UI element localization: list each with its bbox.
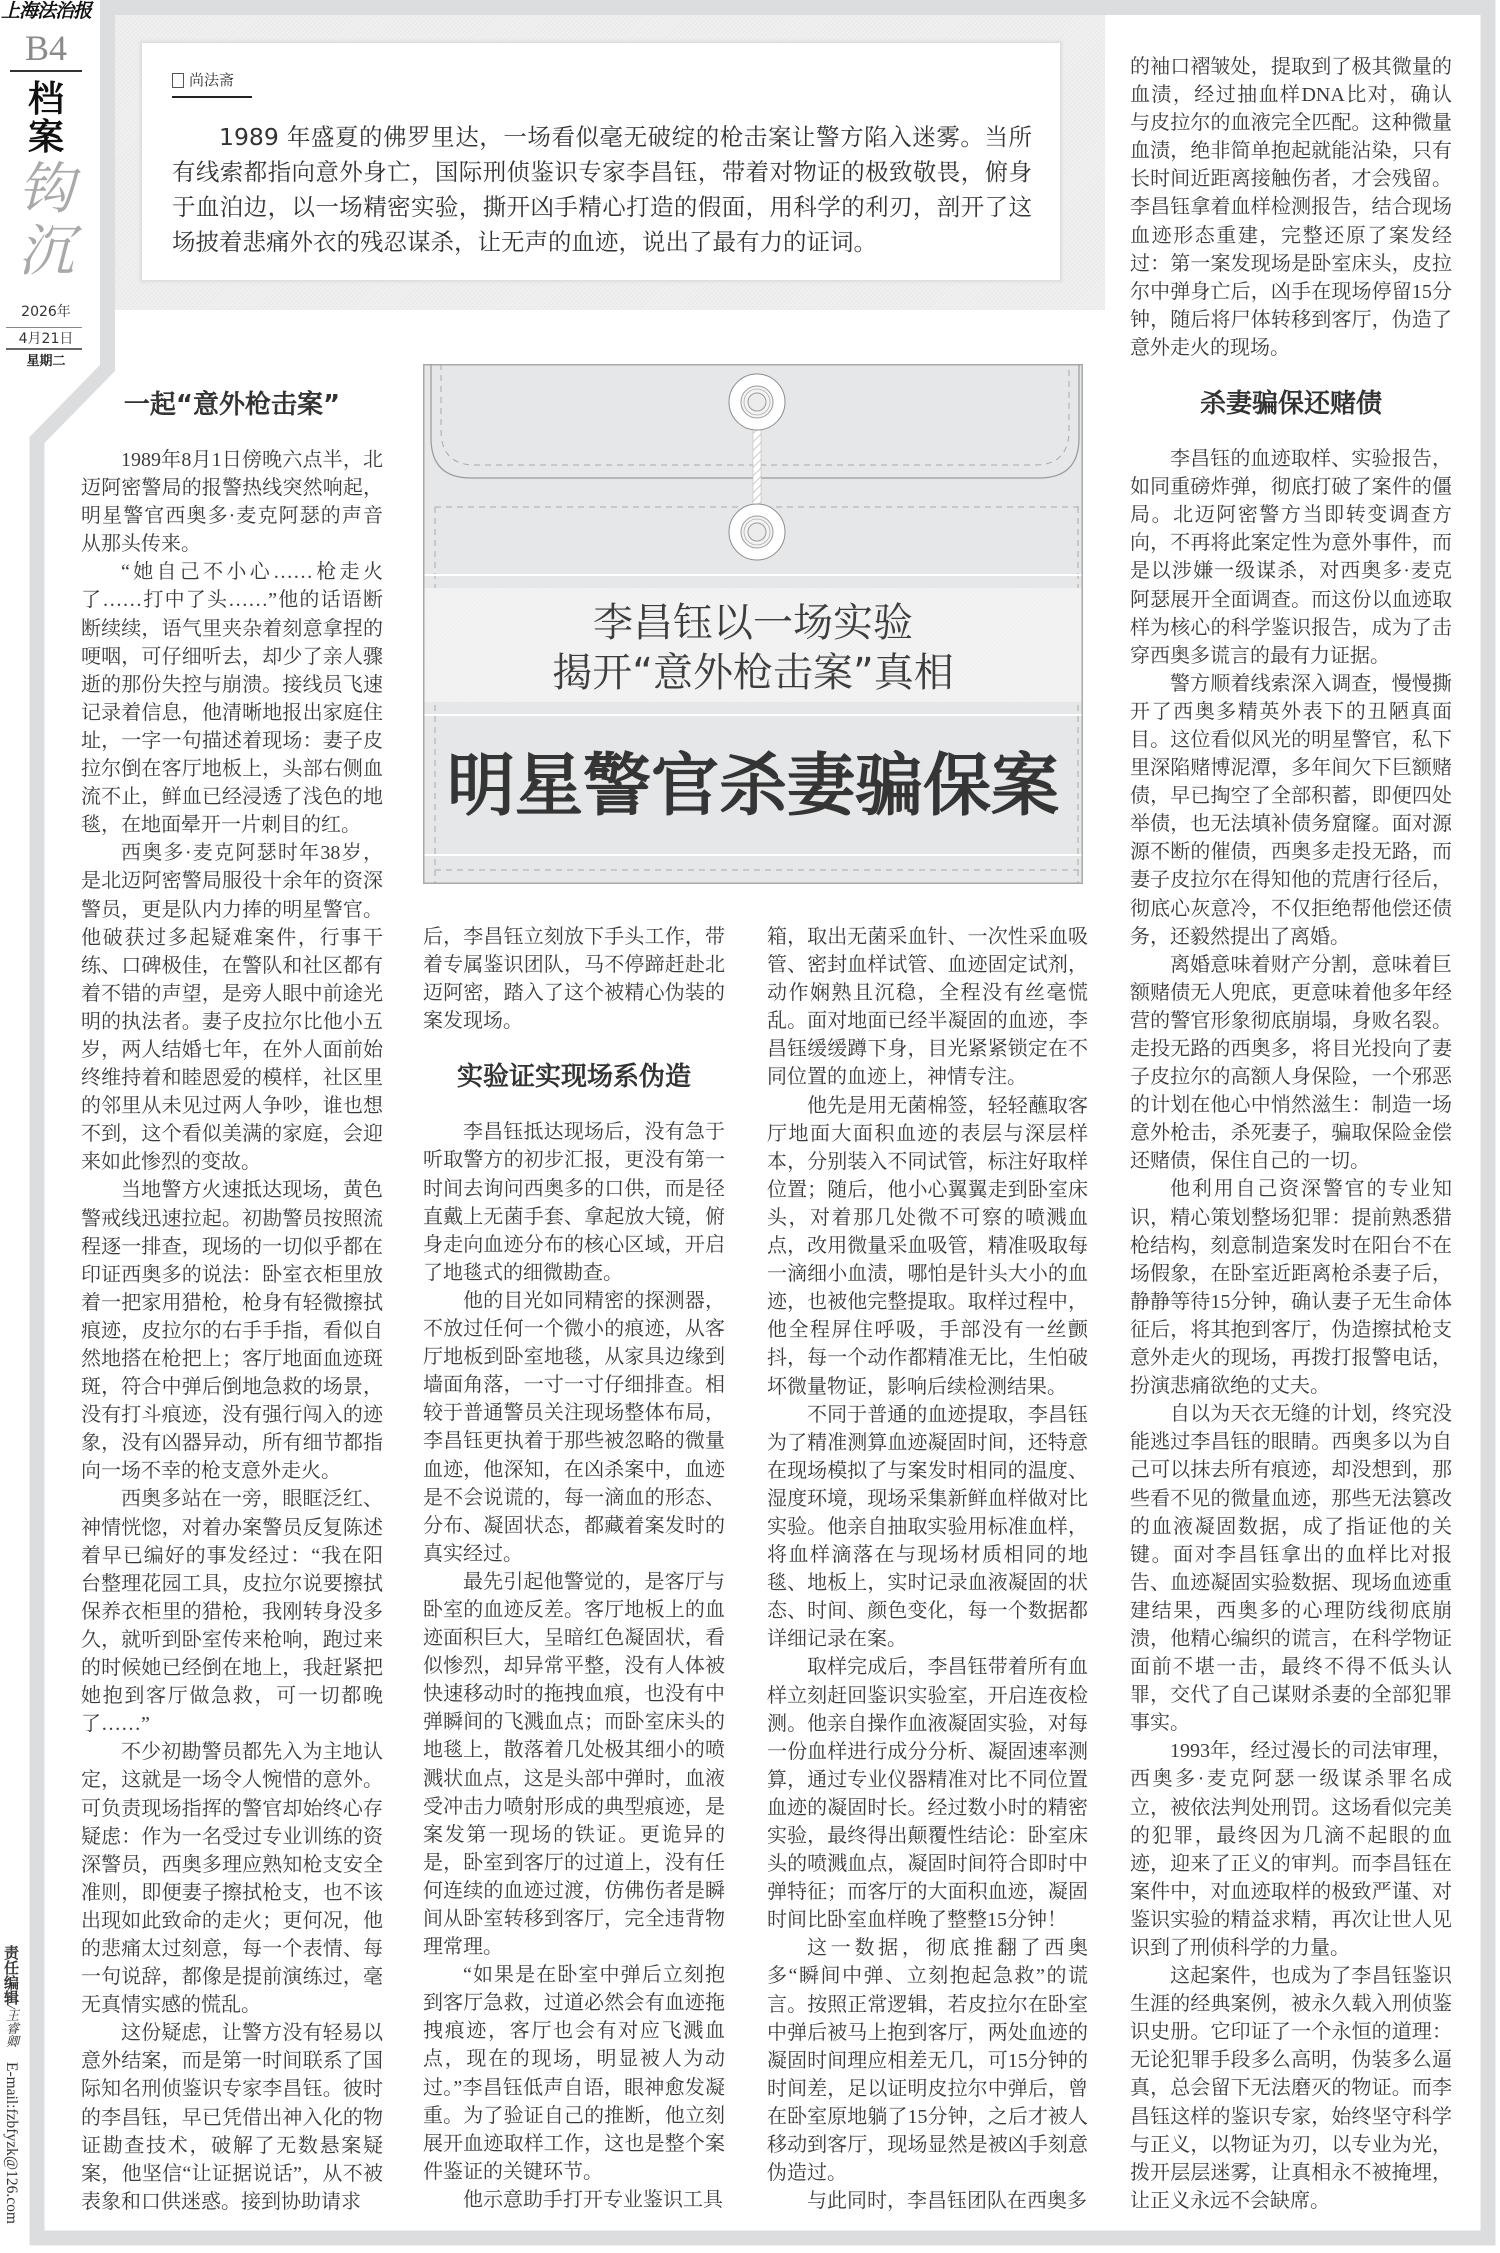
article-paragraph: 离婚意味着财产分割，意味着巨额赌债无人兜底，更意味着他多年经营的警官形象彻底崩塌，身败名裂。走投无路的西奥多，将目光投向了妻子皮拉尔的高额人身保险，一个邪恶的计划在他心中悄然滋生：制造一场意外枪击，杀死妻子，骗取保险金偿还赌债，保住自己的一切。: [1130, 953, 1452, 1173]
article-paragraph: 西奥多·麦克阿瑟时年38岁，是北迈阿密警局服役十余年的资深警员，更是队内力捧的明星警官。他破获过多起疑难案件，行事干练、口碑极佳，在警队和社区都有着不错的声望，是旁人眼中前途光明的执法者。妻子皮拉尔比他小五岁，两人结婚七年，在外人面前始终维持着和睦恩爱的模样，社区里的邻里从未见过两人争吵，谁也想不到，这个看似美满的家庭，会迎来如此惨烈的变故。: [81, 842, 383, 1174]
issue-weekday: 星期二: [26, 354, 66, 369]
editor-credit: [2, 1945, 20, 2224]
intro-lead-text: 1989 年盛夏的佛罗里达，一场看似毫无破绽的枪击案让警方陷入迷雾。当所有线索都指向意外身亡，国际刑侦鉴识专家李昌钰，带着对物证的极致敬畏，俯身于血泊边，以一场精密实验，撕开凶手精心打造的假面，用科学的利刃，剖开了这场披着悲痛外衣的残忍谋杀，让无声的血迹，说出了最有力的证词。: [172, 123, 1032, 256]
article-paragraph: 这起案件，也成为了李昌钰鉴识生涯的经典案例，被永久载入刑侦鉴识史册。它印证了一个永恒的道理：无论犯罪手段多么高明，伪装多么逼真，总会留下无法磨灭的物证。而李昌钰这样的鉴识专家，始终坚守科学与正义，以物证为刃，以专业为光，拨开层层迷雾，让真相永不被掩埋，让正义永远不会缺席。: [1130, 1965, 1452, 2212]
article-paragraph: 他的目光如同精密的探测器，不放过任何一个微小的痕迹，从客厅地板到卧室地毯，从家具边缘到墙面角落，一寸一寸仔细排查。相较于普通警员关注现场整体布局，李昌钰更执着于那些被忽略的微量血迹，他深知，在凶杀案中，血迹是不会说谎的，每一滴血的形态、分布、凝固状态，都藏着案发时的真实经过。: [423, 1289, 725, 1565]
article-paragraph-continued: 的袖口褶皱处，提取到了极其微量的血渍，经过抽血样DNA比对，确认与皮拉尔的血液完全匹配。这种微量血渍，绝非简单抱起就能沾染，只有长时间近距离接触伤者，才会残留。李昌钰拿着血样检测报告，结合现场血迹形态重建，完整还原了案发经过：第一案发现场是卧室床头，皮拉尔中弹身亡后，凶手在现场停留15分钟，随后将尸体转移到客厅，伪造了意外走火的现场。: [1130, 56, 1452, 359]
article-paragraph: 西奥多站在一旁，眼眶泛红、神情恍惚，对着办案警员反复陈述着早已编好的事发经过：“我在阳台整理花园工具，皮拉尔说要擦拭保养衣柜里的猎枪，我刚转身没多久，就听到卧室传来枪响，跑过来的时候她已经倒在地上，我赶紧把她抱到客厅做急救，可一切都晚了……”: [81, 1488, 383, 1736]
envelope-button-icon: [729, 504, 785, 560]
envelope-button-icon: [729, 374, 785, 430]
issue-year: 2026年: [21, 304, 71, 320]
article-subtitle: [423, 598, 1083, 698]
article-paragraph: 这一数据，彻底推翻了西奥多“瞬间中弹、立刻抱起急救”的谎言。按照正常逻辑，若皮拉尔在卧室中弹后被马上抱到客厅，两处血迹的凝固时间理应相差无几，可15分钟的时间差，足以证明皮拉尔中弹后，曾在卧室原地躺了15分钟，之后才被人移动到客厅，现场显然是被凶手刻意伪造过。: [767, 1937, 1088, 2185]
article-paragraph: 1993年，经过漫长的司法审理，西奥多·麦克阿瑟一级谋杀罪名成立，被依法判处刑罚。这场看似完美的犯罪，最终因为几滴不起眼的血迹，迎来了正义的审判。而李昌钰在案件中，对血迹取样的极致严谨、对鉴识实验的精益求精，再次让世人见识到了刑侦科学的力量。: [1130, 1740, 1452, 1959]
article-column-1: [81, 388, 383, 2216]
section-title-char: 案: [27, 117, 64, 158]
issue-date: 4月21日: [18, 331, 74, 347]
article-paragraph: 当地警方火速抵达现场，黄色警戒线迅速拉起。初勘警员按照流程逐一排查，现场的一切似乎都在印证西奥多的说法：卧室衣柜里放着一把家用猎枪，枪身有轻微擦拭痕迹，皮拉尔的右手手指，看似自然地搭在枪把上；客厅地面血迹斑斑，符合中弹后倒地急救的场景，没有打斗痕迹，没有强行闯入的迹象，没有凶器异动，所有细节都指向一场不幸的枪支意外走火。: [81, 1179, 383, 1483]
author-byline: 尚法斋: [189, 71, 235, 89]
section-subtitle-char: 沉: [18, 219, 74, 284]
date-divider: [6, 327, 82, 328]
article-column-2: [423, 923, 725, 2214]
article-paragraph: 他利用自己资深警官的专业知识，精心策划整场犯罪：提前熟悉猎枪结构，刻意制造案发时在阳台不在场假象，在卧室近距离枪杀妻子后，静静等待15分钟，确认妻子无生命体征后，将其抱到客厅，伪造擦拭枪支意外走火的现场，再拨打报警电话，扮演悲痛欲绝的丈夫。: [1130, 1178, 1452, 1398]
square-icon: [172, 73, 184, 88]
article-paragraph: 最先引起他警觉的，是客厅与卧室的血迹反差。客厅地板上的血迹面积巨大，呈暗红色凝固状，看似惨烈，却异常平整，没有人体被快速移动时的拖拽血痕，也没有中弹瞬间的飞溅血点；而卧室床头的地毯上，散落着几处极其细小的喷溅状血点，这是头部中弹时，血液受冲击力喷射形成的典型痕迹，是案发第一现场的铁证。更诡异的是，卧室到客厅的过道上，没有任何连续的血迹过渡，仿佛伤者是瞬间从卧室转移到客厅，完全违背物理常理。: [423, 1570, 725, 1959]
article-paragraph: 李昌钰抵达现场后，没有急于听取警方的初步汇报，更没有第一时间去询问西奥多的口供，而是径直戴上无菌手套、拿起放大镜，俯身走向血迹分布的核心区域，开启了地毯式的细微勘查。: [423, 1121, 725, 1284]
page-number: B4: [24, 28, 67, 68]
date-divider: [6, 348, 82, 350]
masthead-divider: [10, 70, 82, 72]
article-paragraph: 1989年8月1日傍晚六点半，北迈阿密警局的报警热线突然响起，明星警官西奥多·麦克阿瑟的声音从那头传来。: [81, 449, 383, 556]
article-paragraph: “如果是在卧室中弹后立刻抱到客厅急救，过道必然会有血迹拖拽痕迹，客厅也会有对应飞溅血点，现在的现场，明显被人为动过。”李昌钰低声自语，眼神愈发凝重。为了验证自己的推断，他立刻展开血迹取样工作，这也是整个案件鉴证的关键环节。: [423, 1964, 725, 2183]
article-paragraph: “她自己不小心……枪走火了……打中了头……”他的话语断断续续，语气里夹杂着刻意拿捏的哽咽，可仔细听去，却少了亲人骤逝的那份失控与崩溃。接线员飞速记录着信息，他清晰地报出家庭住址，一字一句描述着现场：妻子皮拉尔倒在客厅地板上，头部右侧血流不止，鲜血已经浸透了浅色的地毯，在地面晕开一片刺目的红。: [81, 561, 383, 837]
byline-underline: [172, 96, 252, 98]
envelope-string: [753, 426, 761, 506]
article-column-4: [1130, 53, 1452, 2215]
section-heading: 一起“意外枪击案”: [123, 390, 341, 420]
editor-label: 责任编辑: [2, 1945, 20, 2005]
article-paragraph: 警方顺着线索深入调查，慢慢撕开了西奥多精英外表下的丑陋真面目。这位看似风光的明星警官，私下里深陷赌博泥潭，多年间欠下巨额赌债，早已掏空了全部积蓄，即便四处举债，也无法填补债务窟窿。面对源源不断的催债，西奥多走投无路，而妻子皮拉尔在得知他的荒唐行径后，彻底心灰意冷，不仅拒绝帮他偿还债务，还毅然提出了离婚。: [1130, 672, 1452, 948]
section-heading: 杀妻骗保还赌债: [1199, 389, 1382, 420]
article-paragraph-continued: 后，李昌钰立刻放下手头工作，带着专属鉴识团队，马不停蹄赶赴北迈阿密，踏入了这个被精心伪装的案发现场。: [423, 926, 725, 1033]
article-paragraph: 不同于普通的血迹提取，李昌钰为了精准测算血迹凝固时间，还特意在现场模拟了与案发时相同的温度、湿度环境，现场采集新鲜血样做对比实验。他亲自抽取实验用标准血样，将血样滴落在与现场材质相同的地毯、地板上，实时记录血液凝固的状态、时间、颜色变化，每一个数据都详细记录在案。: [767, 1403, 1088, 1651]
editor-email: E-mail:fzbfyzk@126.com: [3, 2061, 20, 2224]
newspaper-logo: 上海法治报: [0, 1, 91, 22]
article-paragraph: 他示意助手打开专业鉴识工具: [463, 2188, 723, 2211]
article-paragraph: 这份疑虑，让警方没有轻易以意外结案，而是第一时间联系了国际知名刑侦鉴识专家李昌钰。彼时的李昌钰，早已凭借出神入化的物证勘查技术，破解了无数悬案疑案，他坚信“让证据说话”，从不被表象和口供迷惑。接到协助请求: [81, 2022, 383, 2213]
article-paragraph: 李昌钰的血迹取样、实验报告，如同重磅炸弹，彻底打破了案件的僵局。北迈阿密警方当即转变调查方向，不再将此案定性为意外事件，而是以涉嫌一级谋杀，对西奥多·麦克阿瑟展开全面调查。而这份以血迹取样为核心的科学鉴识报告，成为了击穿西奥多谎言的最有力证据。: [1130, 448, 1452, 667]
subtitle-line: 揭开“意外枪击案”真相: [552, 650, 954, 696]
subtitle-line: 李昌钰以一场实验: [593, 600, 913, 646]
section-heading: 实验证实现场系伪造: [456, 1062, 691, 1093]
editor-name: /王睿卿: [4, 2005, 19, 2048]
section-title-char: 档: [27, 79, 64, 120]
article-paragraph-continued: 箱，取出无菌采血针、一次性采血吸管、密封血样试管、血迹固定试剂，动作娴熟且沉稳，全程没有丝毫慌乱。面对地面已经半凝固的血迹，李昌钰缓缓蹲下身，目光紧紧锁定在不同位置的血迹上，神情专注。: [767, 926, 1088, 1089]
article-paragraph: 取样完成后，李昌钰带着所有血样立刻赶回鉴识实验室，开启连夜检测。他亲自操作血液凝固实验，对每一份血样进行成分分析、凝固速率测算，通过专业仪器精准对比不同位置血迹的凝固时长。经过数小时的精密实验，最终得出颠覆性结论：卧室床头的喷溅血点，凝固时间符合即时中弹特征；而客厅的大面积血迹，凝固时间比卧室血样晚了整整15分钟！: [767, 1656, 1088, 1932]
article-paragraph: 自以为天衣无缝的计划，终究没能逃过李昌钰的眼睛。西奥多以为自己可以抹去所有痕迹，却没想到，那些看不见的微量血迹，那些无法篡改的血液凝固数据，成了指证他的关键。面对李昌钰拿出的血样比对报告、血迹凝固实验数据、现场血迹重建结果，西奥多的心理防线彻底崩溃，他精心编织的谎言，在科学物证面前不堪一击，最终不得不低头认罪，交代了自己谋财杀妻的全部犯罪事实。: [1130, 1403, 1452, 1735]
article-paragraph: 与此同时，李昌钰团队在西奥多: [807, 2190, 1087, 2213]
title-envelope-graphic: [423, 364, 1083, 884]
article-column-3: [767, 923, 1088, 2215]
article-paragraph: 不少初勘警员都先入为主地认定，这就是一场令人惋惜的意外。可负责现场指挥的警官却始终心存疑虑：作为一名受过专业训练的资深警员，西奥多理应熟知枪支安全准则，即便妻子擦拭枪支，也不该出现如此致命的走火；更何况，他的悲痛太过刻意，每一个表情、每一句说辞，都像是提前演练过，毫无真情实感的慌乱。: [81, 1741, 383, 2017]
article-paragraph: 他先是用无菌棉签，轻轻蘸取客厅地面大面积血迹的表层与深层样本，分别装入不同试管，标注好取样位置；随后，他小心翼翼走到卧室床头，对着那几处微不可察的喷溅血点，改用微量采血吸管，精准吸取每一滴细小血渍，哪怕是针头大小的血迹，也被他完整提取。取样过程中，他全程屏住呼吸，手部没有一丝颤抖，每一个动作都精准无比，生怕破坏微量物证，影响后续检测结果。: [767, 1094, 1088, 1398]
article-headline: 明星警官杀妻骗保案: [446, 746, 1059, 826]
section-subtitle-char: 钩: [18, 157, 74, 222]
